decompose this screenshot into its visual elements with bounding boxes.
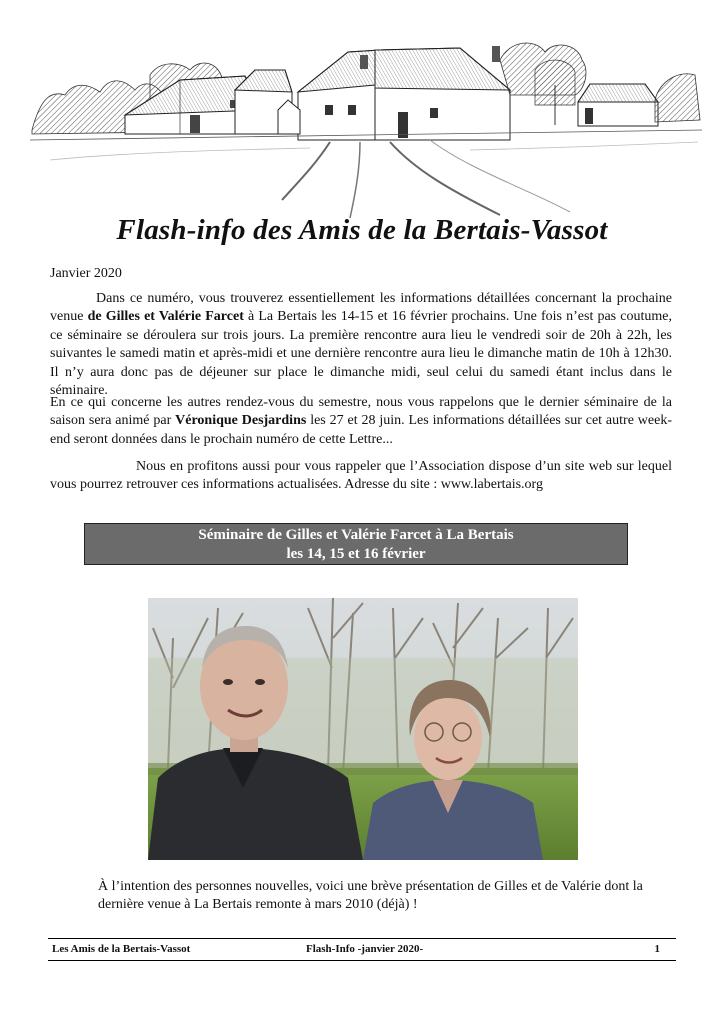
footer-divider-top: [48, 938, 676, 939]
intro-paragraph: Dans ce numéro, vous trouverez essentiellement les informations détaillées concernant la prochaine venue de Gilles et Valérie Farcet à La Bertais les 14-15 et 16 février prochains. Une fois n’est pas coutume, ce séminaire se déroulera sur trois jours. La première rencontre aura lieu le vendredi soir de 20h à 22h, les suivantes le samedi matin et après-midi et une dernière rencontre aura lieu le dimanche matin de 10h à 12h30. Il n’y aura donc pas de déjeuner sur place le dimanche midi, seul celui du samedi étant inclus dans le séminaire.: [50, 291, 672, 399]
website-paragraph: Nous en profitons aussi pour vous rappeler que l’Association dispose d’un site web sur lequel vous pourrez retrouver ces informations actualisées. Adresse du site : www.labertais.org: [50, 459, 672, 493]
photo-caption: À l’intention des personnes nouvelles, voici une brève présentation de Gilles et de Valérie dont la dernière venue à La Bertais remonte à mars 2010 (déjà) !: [98, 879, 643, 913]
page-number: 1: [654, 943, 660, 955]
footer-divider-bottom: [48, 960, 676, 961]
farmhouse-illustration: [30, 30, 702, 220]
page-footer: [48, 943, 676, 959]
footer-issue: Flash-Info -janvier 2020-: [306, 943, 424, 955]
portrait-photo: [148, 598, 578, 860]
schedule-paragraph: En ce qui concerne les autres rendez-vous du semestre, nous vous rappelons que le dernier séminaire de la saison sera animé par Véronique Desjardins les 27 et 28 juin. Les informations détaillées sur cet autre week-end seront données dans le prochain numéro de cette Lettre...: [50, 395, 672, 447]
page-title: Flash-info des Amis de la Bertais-Vassot: [116, 214, 608, 246]
seminar-banner: [84, 523, 628, 565]
banner-dates: les 14, 15 et 16 février: [286, 546, 426, 562]
issue-date: Janvier 2020: [50, 266, 122, 281]
footer-association: Les Amis de la Bertais-Vassot: [52, 943, 191, 955]
banner-title: Séminaire de Gilles et Valérie Farcet à La Bertais: [198, 527, 514, 543]
